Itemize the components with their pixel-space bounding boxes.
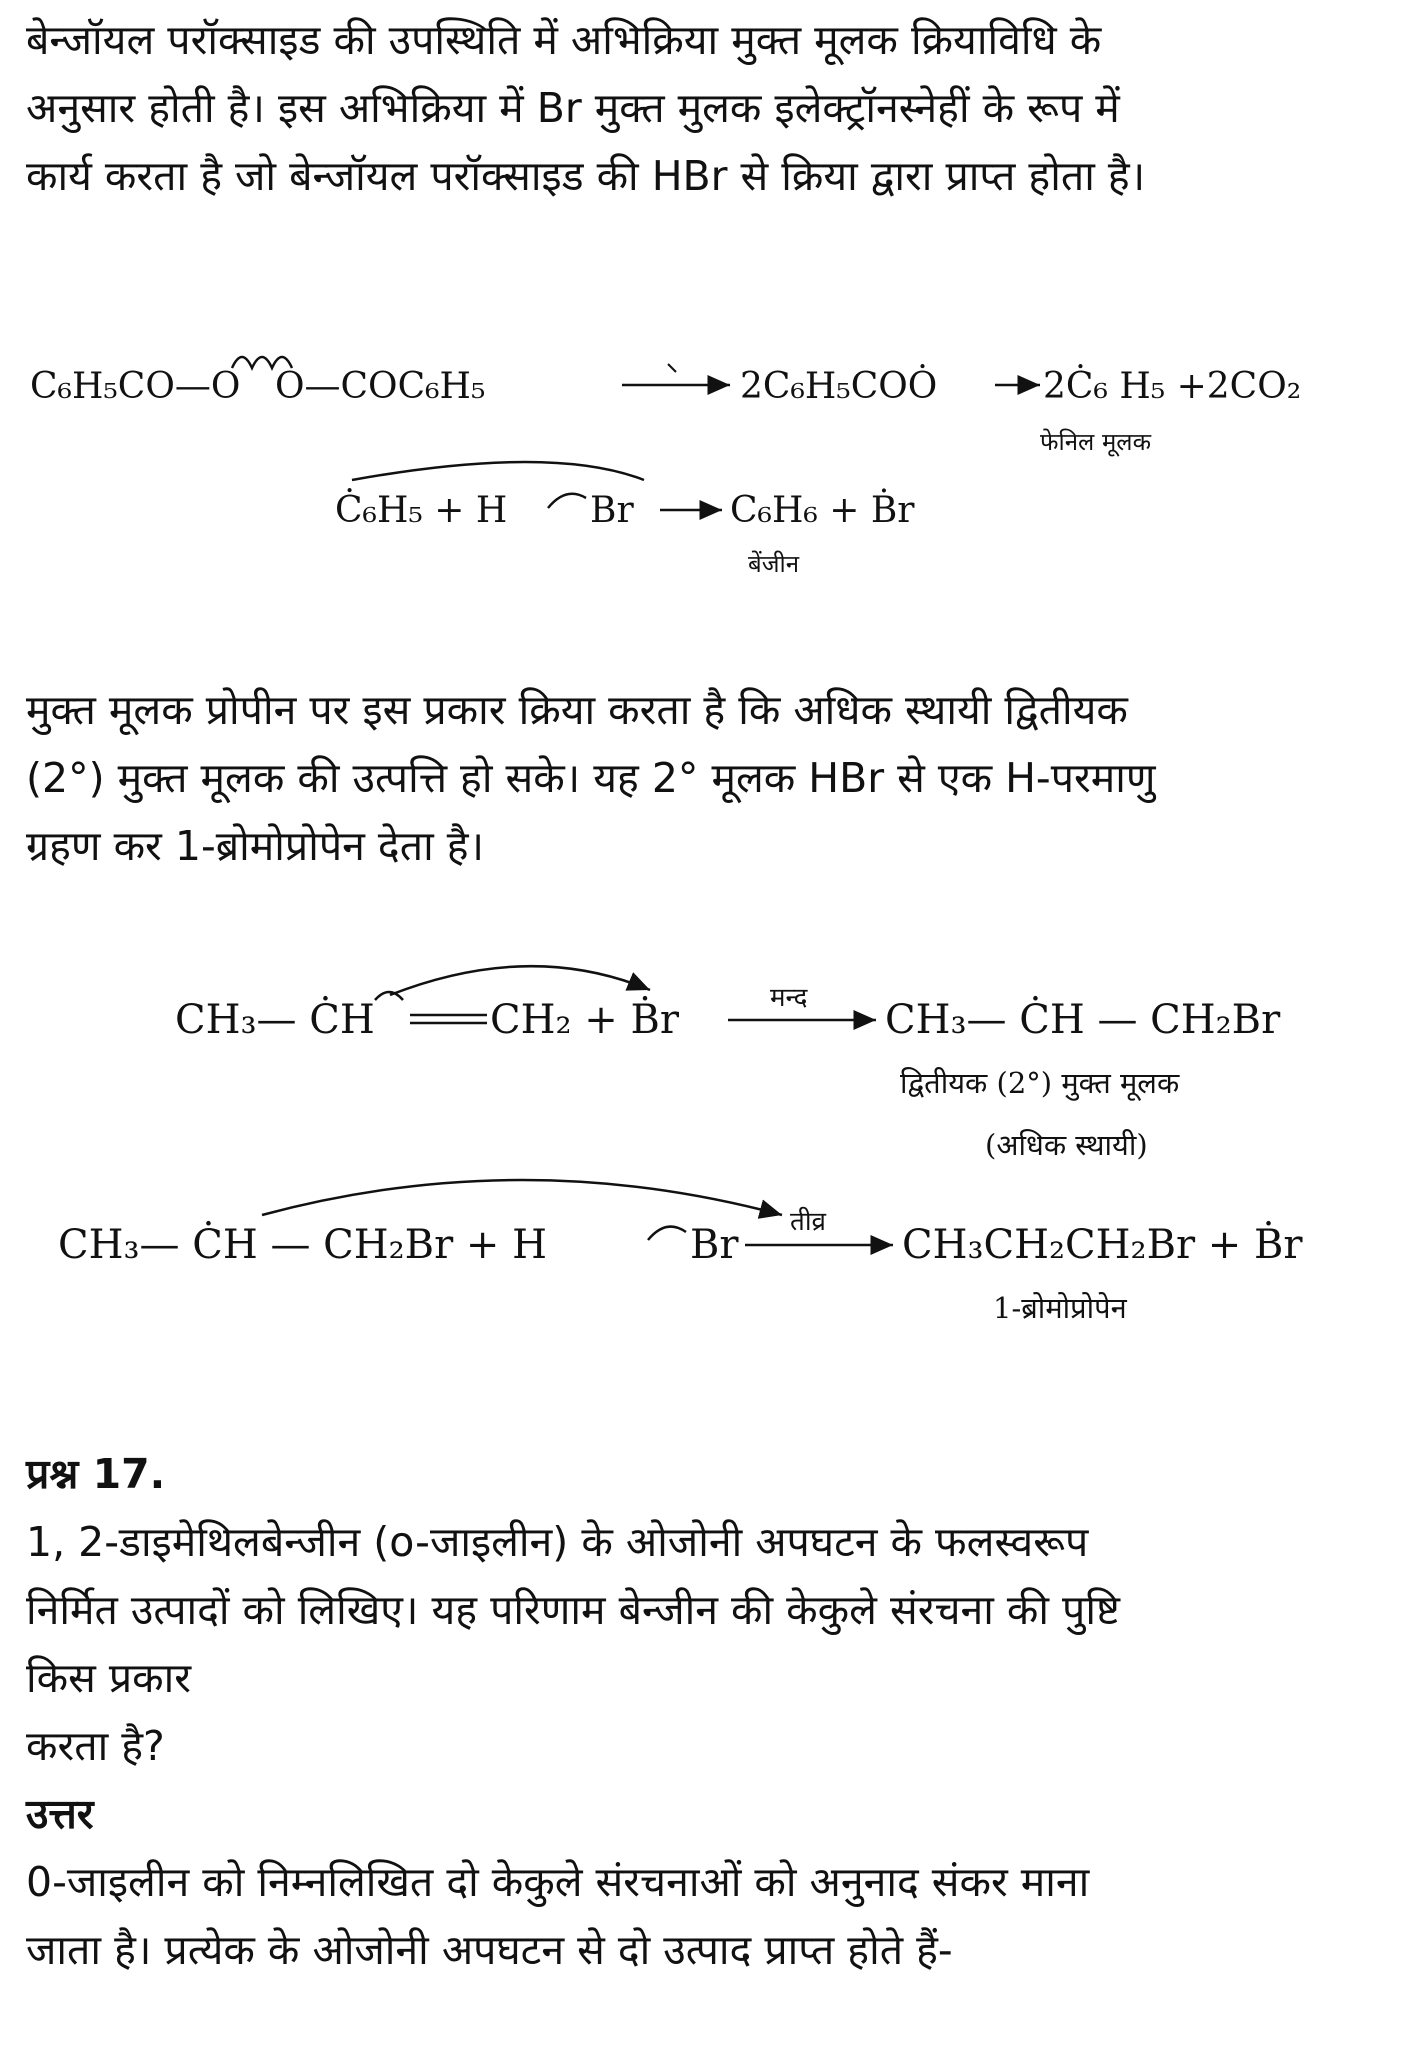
- explanation-paragraph: [26, 676, 1406, 880]
- question-line: 1, 2-डाइमेथिलबेन्जीन (o-जाइलीन) के ओजोनी अपघटन के फलस्वरूप: [26, 1518, 1089, 1566]
- text-line: कार्य करता है जो बेन्जॉयल परॉक्साइड की HBr से क्रिया द्वारा प्राप्त होता है।: [26, 152, 1146, 200]
- half-arrow-icon: [375, 992, 403, 1000]
- phenyl-hbr-reaction: [335, 462, 915, 578]
- benzoyloxy-radical: 2C₆H₅COȮ: [740, 366, 938, 407]
- slow-arrow-label: मन्द: [770, 983, 808, 1013]
- text-line: (2°) मुक्त मूलक की उत्पत्ति हो सके। यह 2° मूलक HBr से एक H-परमाणु: [26, 754, 1156, 802]
- benzene-label: बेंजीन: [748, 550, 800, 578]
- propene-left: CH₃— ĊH: [175, 997, 375, 1043]
- radical-plus-h: CH₃— ĊH — CH₂Br + H: [58, 1222, 548, 1268]
- text-line: बेन्जॉयल परॉक्साइड की उपस्थिति में अभिक्रिया मुक्त मूलक क्रियाविधि के: [26, 16, 1102, 64]
- bromine-atom: Br: [590, 490, 634, 531]
- curved-arrow-icon: [262, 1180, 782, 1215]
- benzene-product: C₆H₆ + Ḃr: [730, 490, 915, 531]
- bromopropane-product: CH₃CH₂CH₂Br + Ḃr: [902, 1222, 1303, 1268]
- answer-line: जाता है। प्रत्येक के ओजोनी अपघटन से दो उत्पाद प्राप्त होते हैं-: [26, 1926, 953, 1974]
- phenyl-radical-product: 2Ċ₆ H₅ +2CO₂: [1043, 366, 1302, 407]
- phenyl-plus-h: Ċ₆H₅ + H: [335, 490, 508, 531]
- peroxide-homolysis-reaction: [30, 357, 1301, 457]
- bromopropane-label: 1-ब्रोमोप्रोपेन: [993, 1291, 1127, 1325]
- secondary-radical-label: द्वितीयक (2°) मुक्त मूलक: [900, 1066, 1180, 1100]
- half-arrow-icon: [648, 1227, 686, 1240]
- phenyl-radical-label: फेनिल मूलक: [1040, 428, 1151, 456]
- answer-heading: उत्तर: [26, 1790, 94, 1838]
- peroxide-right: O—COC₆H₅: [275, 366, 486, 407]
- half-arrow-icon: [548, 494, 586, 508]
- propene-right-plus-br: CH₂ + Ḃr: [490, 997, 679, 1043]
- question-line: निर्मित उत्पादों को लिखिए। यह परिणाम बेन्जीन की केकुले संरचना की पुष्टि: [26, 1586, 1120, 1634]
- text-line: ग्रहण कर 1-ब्रोमोप्रोपेन देता है।: [26, 822, 485, 870]
- curved-arrow-icon: [390, 966, 650, 995]
- bromine-atom: Br: [690, 1222, 739, 1268]
- curved-arrow-icon: [352, 462, 644, 480]
- question-line: किस प्रकार: [26, 1654, 192, 1702]
- question-heading: प्रश्न 17.: [26, 1450, 166, 1498]
- propene-radical-addition: [175, 966, 1281, 1162]
- peroxide-left: C₆H₅CO—O: [30, 366, 241, 407]
- radical-hbr-reaction: [58, 1180, 1303, 1325]
- heat-mark-icon: [668, 364, 676, 372]
- secondary-radical-product: CH₃— ĊH — CH₂Br: [885, 997, 1281, 1043]
- text-line: मुक्त मूलक प्रोपीन पर इस प्रकार क्रिया करता है कि अधिक स्थायी द्वितीयक: [26, 686, 1128, 734]
- answer-line: 0-जाइलीन को निम्नलिखित दो केकुले संरचनाओं को अनुनाद संकर माना: [26, 1858, 1090, 1906]
- text-line: अनुसार होती है। इस अभिक्रिया में Br मुक्त मुलक इलेक्ट्रॉनस्नेहीं के रूप में: [26, 84, 1120, 132]
- fast-arrow-label: तीव्र: [790, 1207, 827, 1237]
- more-stable-label: (अधिक स्थायी): [985, 1128, 1148, 1162]
- question-section: [26, 1440, 1406, 1984]
- question-line: करता है?: [26, 1722, 165, 1770]
